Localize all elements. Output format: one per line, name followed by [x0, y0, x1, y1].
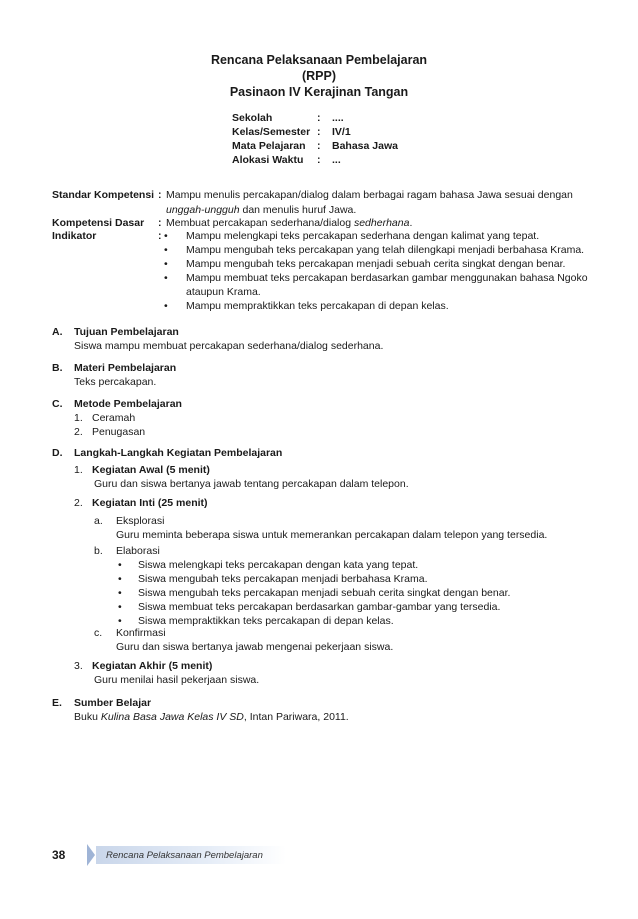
bullet-icon: •: [164, 300, 168, 312]
unit-title: Pasinaon IV Kerajinan Tangan: [229, 85, 409, 99]
bullet-icon: •: [118, 615, 122, 627]
standar-colon: :: [158, 189, 162, 201]
footer-accent-shape: [87, 844, 95, 866]
kegiatan-inti-heading: 2. Kegiatan Inti (25 menit): [74, 497, 208, 509]
kegiatan-awal-heading: 1. Kegiatan Awal (5 menit): [74, 464, 210, 476]
bullet-icon: •: [164, 272, 168, 284]
indikator-colon: :: [158, 230, 162, 242]
indikator-label: Indikator: [52, 230, 97, 242]
kompetensi-label: Kompetensi Dasar: [52, 217, 145, 229]
kegiatan-akhir-text: Guru menilai hasil pekerjaan siswa.: [94, 674, 260, 686]
standar-text-line1: Mampu menulis percakapan/dialog dalam berbagai ragam bahasa Jawa sesuai dengan: [166, 189, 573, 201]
bullet-icon: •: [118, 601, 122, 613]
kegiatan-awal-text: Guru dan siswa bertanya jawab tentang percakapan dalam telepon.: [94, 478, 409, 490]
standar-text-line2: unggah-ungguh dan menulis huruf Jawa.: [166, 204, 357, 216]
konfirmasi-text: Guru dan siswa bertanya jawab mengenai pekerjaan siswa.: [116, 641, 394, 653]
section-c-item: 2. Penugasan: [74, 426, 146, 438]
page-number: 38: [52, 848, 66, 862]
kompetensi-colon: :: [158, 217, 162, 229]
meta-table: [232, 111, 398, 167]
section-c-item: 1. Ceramah: [74, 412, 136, 424]
bullet-icon: •: [164, 230, 168, 242]
bullet-icon: •: [118, 573, 122, 585]
section-a-text: Siswa mampu membuat percakapan sederhana/dialog sederhana.: [74, 340, 384, 352]
meta-row-mapel: Mata Pelajaran : Bahasa Jawa: [232, 140, 398, 152]
bullet-icon: •: [118, 587, 122, 599]
konfirmasi-heading: c. Konfirmasi: [94, 627, 166, 639]
meta-row-kelas: Kelas/Semester : IV/1: [232, 126, 351, 138]
bullet-icon: •: [164, 244, 168, 256]
standar-label: Standar Kompetensi: [52, 189, 155, 201]
document-title: Rencana Pelaksanaan Pembelajaran: [210, 53, 428, 67]
footer-title: Rencana Pelaksanaan Pembelajaran: [106, 850, 263, 861]
kegiatan-akhir-heading: 3. Kegiatan Akhir (5 menit): [74, 660, 213, 672]
bullet-icon: •: [118, 559, 122, 571]
section-b-text: Teks percakapan.: [74, 376, 157, 388]
eksplorasi-text: Guru meminta beberapa siswa untuk memerankan percakapan dalam telepon yang tersedia.: [116, 529, 548, 541]
bullet-icon: •: [164, 258, 168, 270]
elaborasi-heading: b. Elaborasi: [94, 545, 160, 557]
eksplorasi-heading: a. Eksplorasi: [94, 515, 165, 527]
kompetensi-text: Membuat percakapan sederhana/dialog sedherhana.: [166, 217, 413, 229]
meta-row-waktu: Alokasi Waktu : ...: [232, 154, 341, 166]
section-e-text: Buku Kulina Basa Jawa Kelas IV SD, Intan Pariwara, 2011.: [74, 711, 349, 723]
meta-row-sekolah: Sekolah : ....: [232, 112, 344, 124]
document-subtitle: (RPP): [301, 69, 337, 83]
